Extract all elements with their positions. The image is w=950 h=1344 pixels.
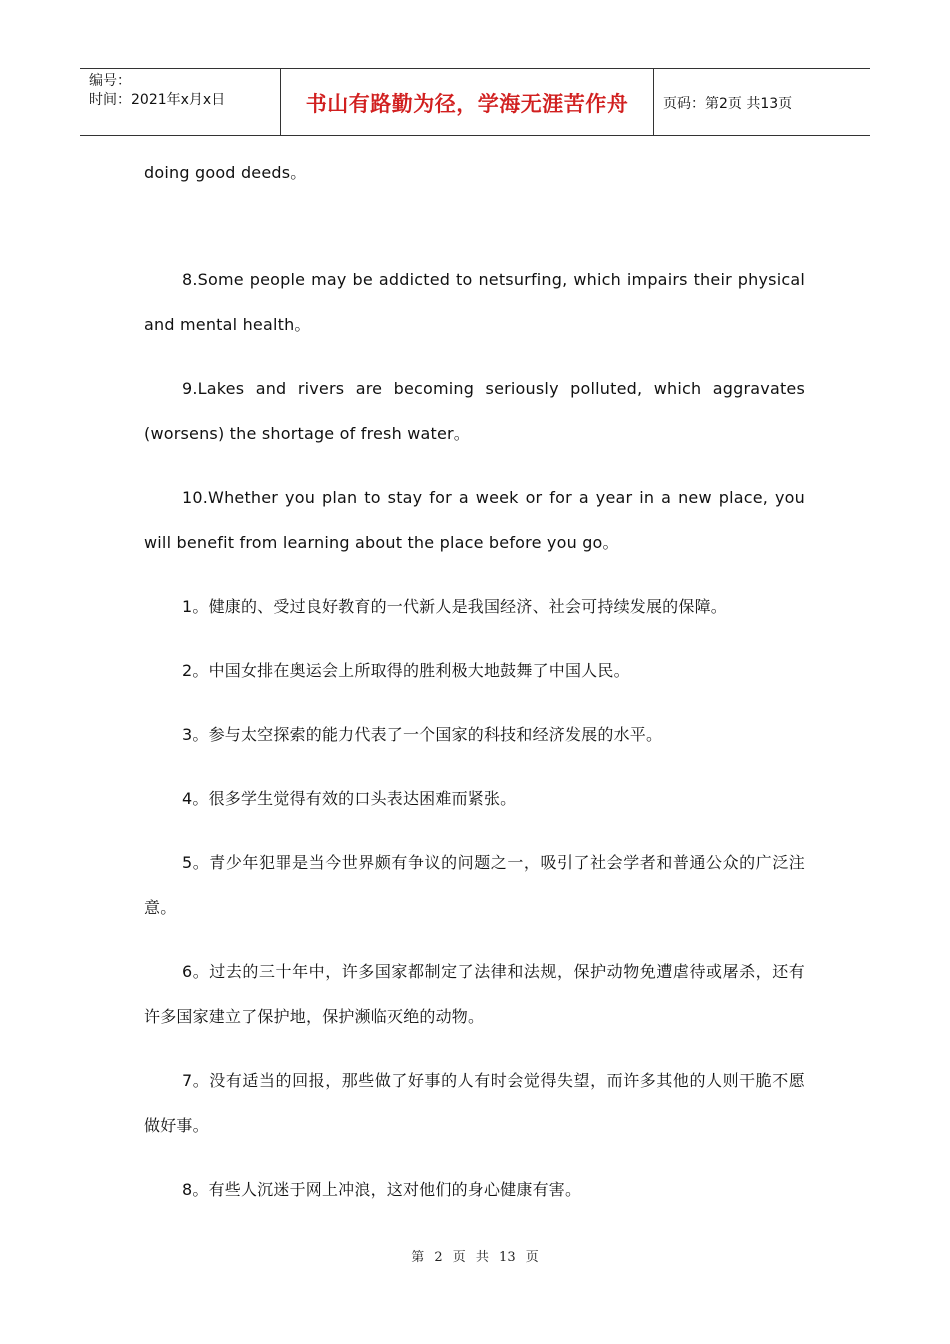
paragraph: doing good deeds。: [144, 163, 307, 182]
header-motto: 书山有路勤为径，学海无涯苦作舟: [281, 69, 654, 135]
page-header: [80, 68, 870, 136]
document-body: [144, 150, 805, 1212]
paragraph: 2。中国女排在奥运会上所取得的胜利极大地鼓舞了中国人民。: [182, 661, 630, 680]
paragraph: 7。没有适当的回报，那些做了好事的人有时会觉得失望，而许多其他的人则干脆不愿做好事。: [144, 1071, 805, 1135]
paragraph: 1。健康的、受过良好教育的一代新人是我国经济、社会可持续发展的保障。: [182, 597, 727, 616]
date-label: 时间：2021年x月x日: [89, 92, 226, 108]
paragraph: 5。青少年犯罪是当今世界颇有争议的问题之一，吸引了社会学者和普通公众的广泛注意。: [144, 853, 805, 917]
page-footer: 第 2 页 共 13 页: [411, 1250, 539, 1265]
paragraph: 6。过去的三十年中，许多国家都制定了法律和法规，保护动物免遭虐待或屠杀，还有许多国家建立了保护地，保护濒临灭绝的动物。: [144, 962, 805, 1026]
paragraph: 4。很多学生觉得有效的口头表达困难而紧张。: [182, 789, 517, 808]
paragraph: 8.Some people may be addicted to netsurfing, which impairs their physical and mental health。: [144, 270, 805, 334]
paragraph: 10.Whether you plan to stay for a week or for a year in a new place, you will benefit from learning about the place before you go。: [144, 488, 805, 552]
paragraph: 8。有些人沉迷于网上冲浪，这对他们的身心健康有害。: [182, 1180, 582, 1199]
header-meta: [80, 69, 281, 135]
paragraph: 3。参与太空探索的能力代表了一个国家的科技和经济发展的水平。: [182, 725, 663, 744]
header-page-info: 页码：第2页 共13页: [663, 96, 793, 112]
paragraph: 9.Lakes and rivers are becoming seriously polluted, which aggravates (worsens) the shortage of fresh water。: [144, 379, 805, 443]
serial-label: 编号：: [89, 73, 131, 89]
